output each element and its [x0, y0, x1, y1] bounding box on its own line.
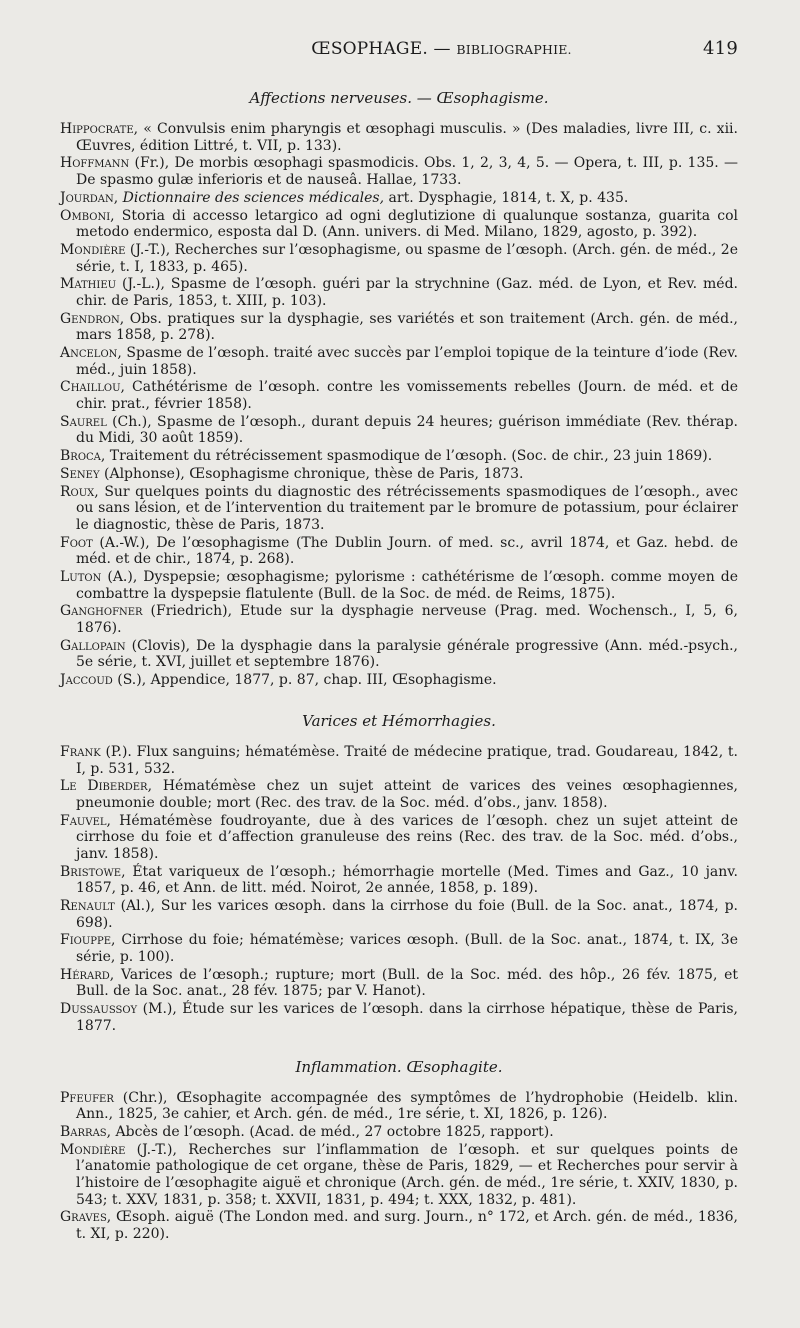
- entry-text: (Clovis), De la dysphagie dans la paralysie générale progressive (Ann. méd.-psych., 5e série, t. XVI, juillet et septembre 1876).: [76, 637, 738, 671]
- entry-author: Mondière: [60, 241, 126, 258]
- bibliography-entry: [60, 379, 738, 412]
- entry-author: Le Diberder,: [60, 778, 153, 795]
- entry-text: (P.). Flux sanguins; hématémèse. Traité de médecine pratique, trad. Goudareau, 1842, t. I, p. 531, 532.: [76, 743, 738, 777]
- bibliography-entry: [60, 603, 738, 636]
- entry-author: Fiouppe,: [60, 932, 116, 949]
- entry-author: Chaillou,: [60, 379, 125, 396]
- bibliography-entry: [60, 932, 738, 965]
- header-subtitle: BIBLIOGRAPHIE.: [456, 42, 572, 57]
- entry-author: Fauvel,: [60, 812, 111, 829]
- entry-author: Dussaussoy: [60, 1001, 138, 1018]
- entry-author: Omboni,: [60, 207, 115, 224]
- entry-text: Œsoph. aiguë (The London med. and surg. Journ., n° 172, et Arch. gén. de méd., 1836, t. XI, p. 220).: [76, 1209, 738, 1242]
- bibliography-entry: [60, 672, 738, 689]
- entry-author: Renault: [60, 898, 115, 915]
- entry-author: Hoffmann: [60, 155, 130, 172]
- running-header: [60, 38, 738, 59]
- entry-text: Hématémèse foudroyante, due à des varices de l’œsoph. chez un sujet atteint de cirrhose du foie et d’affection granuleuse des reins (Rec. des trav. de la Soc. méd. d’obs., janv. 1858).: [76, 812, 738, 862]
- section-title: Varices et Hémorrhagies.: [302, 711, 496, 730]
- bibliography-entry: [60, 813, 738, 863]
- header-title-group: [60, 39, 703, 59]
- entry-author: Graves,: [60, 1209, 112, 1226]
- entry-author: Broca,: [60, 448, 106, 465]
- bibliography-entry: [60, 638, 738, 671]
- entry-author: Mathieu: [60, 276, 117, 293]
- bibliography-entry: [60, 1142, 738, 1208]
- entry-text: Cathétérisme de l’œsoph. contre les vomissements rebelles (Journ. de méd. et de chir. prat., février 1858).: [76, 379, 738, 412]
- entry-author: Seney: [60, 465, 100, 482]
- bibliography-entry: [60, 1090, 738, 1123]
- entry-text: Storia di accesso letargico ad ogni deglutizione di qualunque sostanza, guarita col metodo endermico, esposta dal D. (Ann. univers. di Med. Milano, 1829, agosto, p. 392).: [76, 207, 738, 241]
- entry-text: Varices de l’œsoph.; rupture; mort (Bull. de la Soc. méd. des hôp., 26 fév. 1875, et Bull. de la Soc. anat., 28 fév. 1875; par V. Hanot).: [76, 966, 738, 1000]
- entry-text: Sur quelques points du diagnostic des rétrécissements spasmodiques de l’œsoph., avec ou sans lésion, et de l’intervention du traitement par le bromure de potassium, pour éclairer le diagnostic, thèse de Paris, 1873.: [76, 483, 738, 533]
- entry-text: (A.-W.), De l’œsophagisme (The Dublin Journ. of med. sc., avril 1874, et Gaz. hebd. de méd. et de chir., 1874, p. 268).: [76, 534, 738, 568]
- entry-italic-title: Dictionnaire des sciences médicales,: [122, 189, 385, 206]
- entry-text: (Alphonse), Œsophagisme chronique, thèse de Paris, 1873.: [99, 465, 524, 482]
- entry-text: (A.), Dyspepsie; œsophagisme; pylorisme : cathétérisme de l’œsoph. comme moyen de combattre la dyspepsie flatulente (Bull. de la Soc. de méd. de Reims, 1875).: [76, 569, 738, 602]
- bibliography-entry: [60, 864, 738, 897]
- entry-text: (J.-T.), Recherches sur l’inflammation de l’œsoph. et sur quelques points de l’anatomie pathologique de cet organe, thèse de Paris, 1829, — et Recherches pour servir à l’histoire de l’œsophagite aiguë et chronique (Arch. gén. de méd., 1re série, t. XXIV, 1830, p. 543; t. XXV, 1831, p. 358; t. XXVII, 1831, p. 494; t. XXX, 1832, p. 481).: [76, 1141, 738, 1208]
- entry-text: (Al.), Sur les varices œsoph. dans la cirrhose du foie (Bull. de la Soc. anat., 1874, p. 698).: [76, 898, 738, 931]
- bibliography-entry: [60, 155, 738, 188]
- entry-author: Jaccoud: [60, 672, 113, 689]
- bibliography-entry: [60, 778, 738, 811]
- entry-author: Hérard,: [60, 966, 115, 983]
- bibliography-entry: [60, 1209, 738, 1242]
- entry-text: (Fr.), De morbis œsophagi spasmodicis. Obs. 1, 2, 3, 4, 5. — Opera, t. III, p. 135. — De spasmo gulæ inferioris et de nauseâ. Hallae, 1733.: [76, 155, 738, 188]
- bibliography-entry: [60, 414, 738, 447]
- section-gap: [60, 690, 738, 712]
- bibliography-entry: [60, 345, 738, 378]
- entry-list: [60, 1090, 738, 1243]
- entry-text: Spasme de l’œsoph. traité avec succès par l’emploi topique de la teinture d’iode (Rev. méd., juin 1858).: [76, 345, 738, 378]
- entry-author: Saurel: [60, 413, 107, 430]
- entry-text: (Ch.), Spasme de l’œsoph., durant depuis 24 heures; guérison immédiate (Rev. thérap. du Midi, 30 août 1859).: [76, 413, 738, 447]
- header-title: ŒSOPHAGE.: [311, 39, 428, 59]
- entry-author: Foot: [60, 534, 93, 551]
- bibliography-entry: [60, 484, 738, 534]
- entry-author: Ancelon,: [60, 345, 122, 362]
- entry-author: Mondière: [60, 1141, 126, 1158]
- bibliography-entry: [60, 898, 738, 931]
- entry-text: Abcès de l’œsoph. (Acad. de méd., 27 octobre 1825, rapport).: [111, 1123, 554, 1140]
- bibliography-entry: [60, 311, 738, 344]
- entry-text: (S.), Appendice, 1877, p. 87, chap. III, Œsophagisme.: [112, 672, 497, 689]
- entry-list: [60, 121, 738, 689]
- bibliography-entry: [60, 242, 738, 275]
- entry-author: Gallopain: [60, 637, 126, 654]
- entry-text: Cirrhose du foie; hématémèse; varices œsoph. (Bull. de la Soc. anat., 1874, t. IX, 3e série, p. 100).: [76, 932, 738, 966]
- bibliography-entry: [60, 967, 738, 1000]
- bibliography-entry: [60, 744, 738, 777]
- entry-author: Jourdan,: [60, 189, 119, 206]
- entry-author: Frank: [60, 743, 101, 760]
- bibliography-entry: [60, 190, 738, 207]
- header-dash: —: [433, 39, 451, 59]
- entry-author: Hippocrate,: [60, 121, 139, 137]
- bibliography-entry: [60, 1001, 738, 1034]
- bibliography-body: [60, 89, 738, 1242]
- entry-text: (M.), Étude sur les varices de l’œsoph. dans la cirrhose hépatique, thèse de Paris, 1877.: [76, 1001, 738, 1034]
- bibliography-entry: [60, 448, 738, 465]
- entry-text: État variqueux de l’œsoph.; hémorrhagie mortelle (Med. Times and Gaz., 10 janv. 1857, p. 46, et Ann. de litt. méd. Noirot, 2e année, 1858, p. 189).: [76, 863, 738, 897]
- entry-text: (J.-L.), Spasme de l’œsoph. guéri par la strychnine (Gaz. méd. de Lyon, et Rev. méd. chir. de Paris, 1853, t. XIII, p. 103).: [76, 276, 738, 309]
- entry-text: (Chr.), Œsophagite accompagnée des symptômes de l’hydrophobie (Heidelb. klin. Ann., 1825, 3e cahier, et Arch. gén. de méd., 1re série, t. XI, 1826, p. 126).: [76, 1089, 738, 1123]
- entry-text: Hématémèse chez un sujet atteint de varices des veines œsophagiennes, pneumonie double; mort (Rec. des trav. de la Soc. méd. d’obs., janv. 1858).: [76, 778, 738, 811]
- section-title: Affections nerveuses. — Œsophagisme.: [249, 89, 549, 107]
- entry-author: Gendron,: [60, 310, 125, 327]
- entry-text: (Friedrich), Etude sur la dysphagie nerveuse (Prag. med. Wochensch., I, 5, 6, 1876).: [76, 603, 738, 637]
- entry-author: Pfeufer: [60, 1089, 114, 1106]
- bibliography-entry: [60, 276, 738, 309]
- entry-text: « Convulsis enim pharyngis et œsophagi musculis. » (Des maladies, livre III, c. xii. Œuvres, édition Littré, t. VII, p. 133).: [76, 121, 738, 154]
- entry-author: Bristowe,: [60, 863, 126, 880]
- bibliography-entry: [60, 466, 738, 483]
- section-title: Inflammation. Œsophagite.: [295, 1057, 503, 1076]
- entry-author: Barras,: [60, 1123, 112, 1140]
- bibliography-entry: [60, 569, 738, 602]
- entry-text: Obs. pratiques sur la dysphagie, ses variétés et son traitement (Arch. gén. de méd., mars 1858, p. 278).: [76, 310, 738, 344]
- entry-list: [60, 744, 738, 1034]
- entry-author: Ganghofner: [60, 603, 143, 620]
- page-number: 419: [703, 38, 738, 59]
- bibliography-entry: [60, 1124, 738, 1141]
- entry-author: Luton: [60, 569, 102, 586]
- entry-text: (J.-T.), Recherches sur l’œsophagisme, ou spasme de l’œsoph. (Arch. gén. de méd., 2e série, t. I, 1833, p. 465).: [76, 241, 738, 275]
- bibliography-entry: [60, 535, 738, 568]
- entry-text: Traitement du rétrécissement spasmodique de l’œsoph. (Soc. de chir., 23 juin 1869).: [105, 448, 713, 465]
- entry-text: art. Dysphagie, 1814, t. X, p. 435.: [384, 189, 629, 206]
- entry-author: Roux,: [60, 483, 99, 500]
- section-gap: [60, 1036, 738, 1058]
- bibliography-entry: [60, 121, 738, 154]
- bibliography-entry: [60, 208, 738, 241]
